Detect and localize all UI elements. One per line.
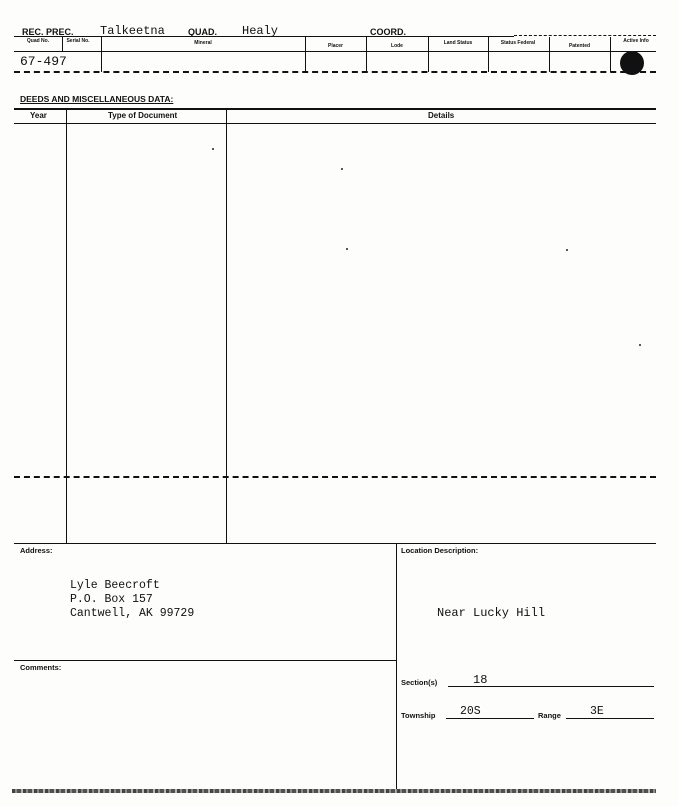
col-head-details: Details <box>428 111 455 120</box>
scan-speck <box>566 249 568 251</box>
col-head-status-federal: Status Federal <box>500 40 536 46</box>
col-head-type-of-document: Type of Document <box>108 111 178 120</box>
township-label: Township <box>401 711 436 720</box>
header-rule <box>14 36 514 37</box>
col-head-year: Year <box>30 111 47 120</box>
address-line-3: Cantwell, AK 99729 <box>70 607 195 620</box>
index-col-divider <box>428 37 429 72</box>
deeds-bottom-rule <box>14 543 656 544</box>
col-head-active-info: Active Info <box>623 38 649 44</box>
location-description-label: Location Description: <box>401 546 479 555</box>
rec-prec-label: REC. PREC. <box>22 27 74 37</box>
quad-value: Healy <box>242 24 279 38</box>
index-col-divider <box>488 37 489 72</box>
col-head-lode: Lode <box>391 43 403 49</box>
deeds-top-rule <box>14 108 656 110</box>
deeds-section-title: DEEDS AND MISCELLANEOUS DATA: <box>20 94 174 104</box>
location-description-value: Near Lucky Hill <box>437 606 546 620</box>
deeds-dashed-rule <box>14 476 656 478</box>
index-table-bottom-rule <box>14 71 656 73</box>
scan-speck <box>346 248 348 250</box>
rec-prec-value: Talkeetna <box>100 24 165 38</box>
header-rule-dashed <box>514 35 656 36</box>
township-underline <box>446 718 534 719</box>
range-value: 3E <box>590 705 604 718</box>
address-line-2: P.O. Box 157 <box>70 593 153 606</box>
comments-top-rule <box>14 660 396 661</box>
address-line-1: Lyle Beecroft <box>70 579 160 592</box>
scan-speck <box>212 148 214 150</box>
deeds-header-rule <box>14 123 656 124</box>
col-head-mineral: Mineral <box>194 40 212 46</box>
col-head-land-status: Land Status <box>443 40 473 46</box>
index-table-mid-rule <box>14 51 656 52</box>
coord-label: COORD. <box>370 27 406 37</box>
township-value: 20S <box>460 705 481 718</box>
address-label: Address: <box>20 546 53 555</box>
scan-speck <box>341 168 343 170</box>
col-head-patented: Patented <box>568 43 591 49</box>
quad-label: QUAD. <box>188 27 217 37</box>
section-value: 18 <box>473 673 488 687</box>
scan-edge-artifact <box>12 789 656 793</box>
col-head-placer: Placer <box>327 43 343 49</box>
section-label: Section(s) <box>401 678 438 687</box>
col-head-serial-no: Serial No. <box>66 38 90 44</box>
scan-speck <box>639 344 641 346</box>
range-label: Range <box>538 711 561 720</box>
index-col-divider <box>610 37 611 72</box>
record-number: 67-497 <box>20 54 67 69</box>
comments-label: Comments: <box>20 663 62 672</box>
bottom-divider <box>396 543 397 793</box>
active-marker <box>620 51 644 75</box>
col-head-quad-no: Quad No. <box>26 38 50 44</box>
range-underline <box>566 718 654 719</box>
